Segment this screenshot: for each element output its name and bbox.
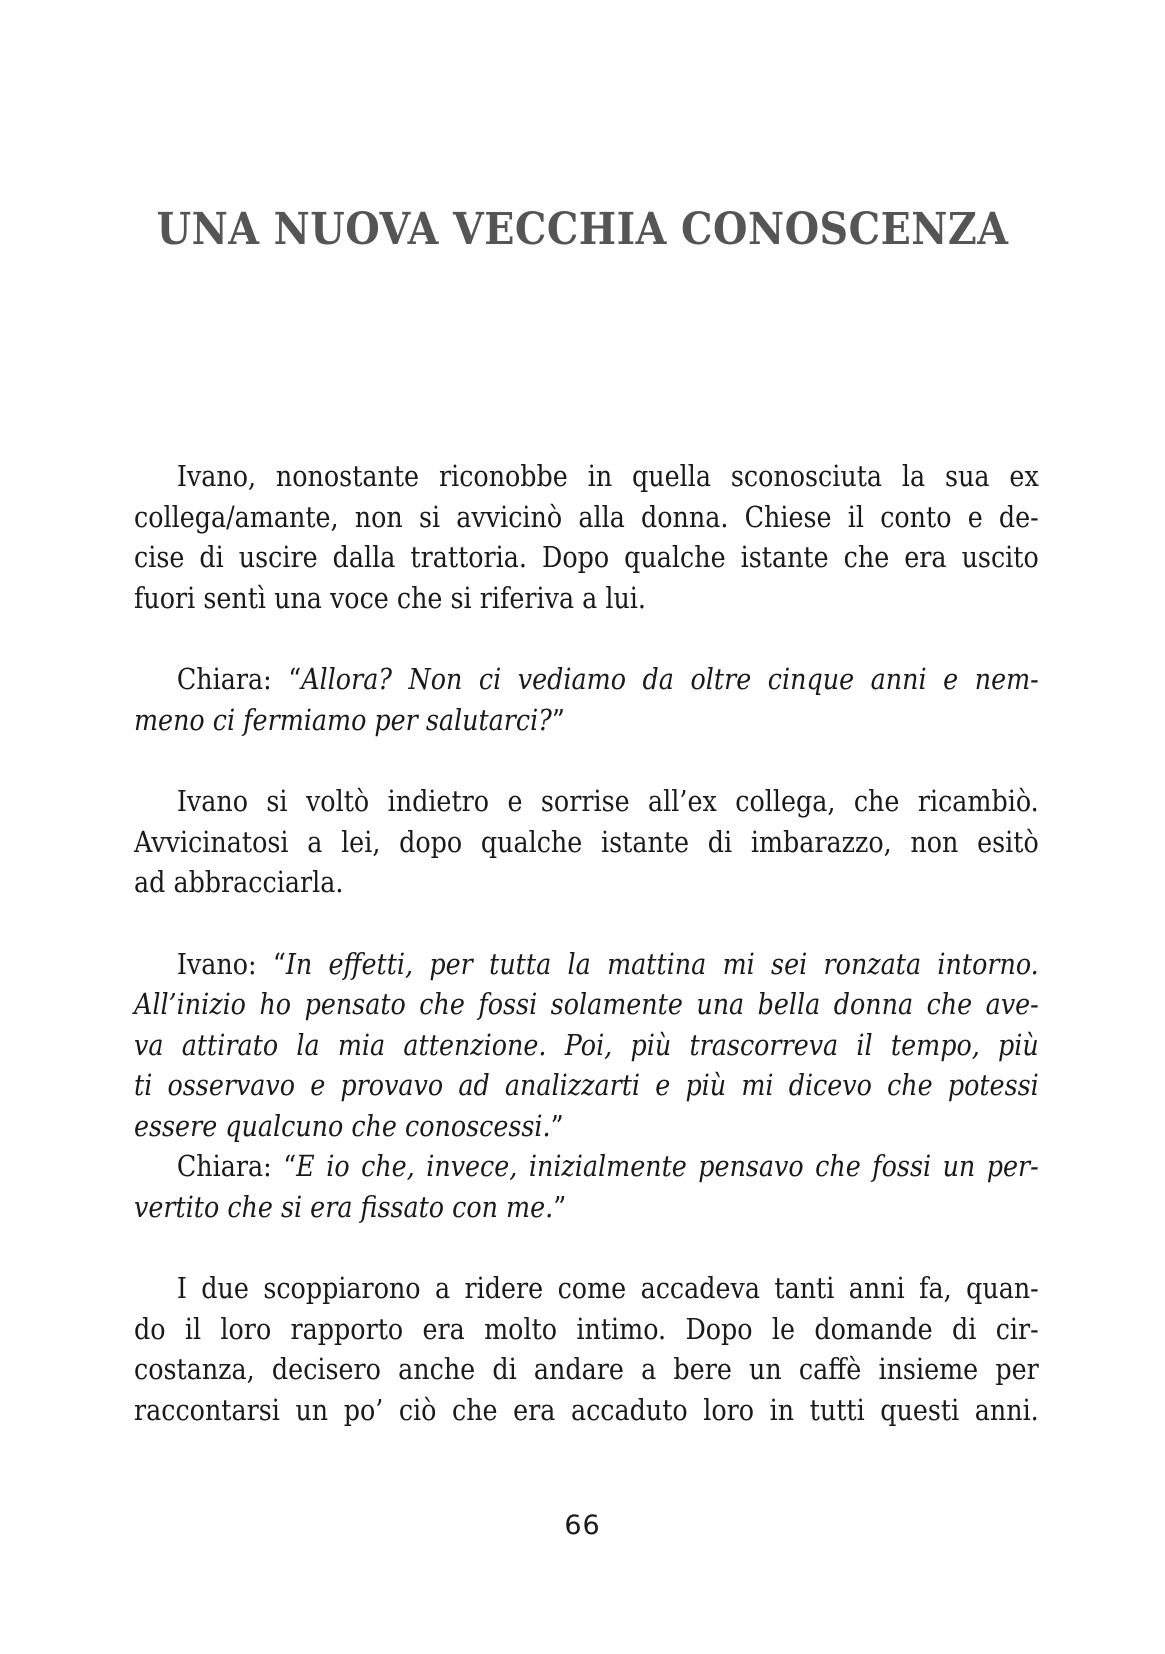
text-line	[134, 659, 1039, 700]
dialogue-text: va attirato la mia attenzione. Poi, più trascorreva il tempo, più	[134, 1027, 1039, 1062]
chapter-body	[134, 456, 1039, 1430]
paragraph-narration	[134, 1268, 1039, 1430]
paragraph-gap	[134, 618, 1039, 659]
line-text: I due scoppiarono a ridere come accadeva tanti anni fa, quan-	[176, 1271, 1039, 1305]
text-line	[134, 1146, 1039, 1187]
text-line	[134, 862, 1039, 903]
page-number: 66	[564, 1510, 601, 1541]
closing-quote: ”	[551, 702, 565, 737]
dialogue-text: E io che, invece, inizialmente pensavo che fossi un per-	[296, 1149, 1039, 1183]
line-text: fuori sentì una voce che si riferiva a lui.	[134, 580, 646, 615]
dialogue-text: In effetti, per tutta la mattina mi sei ronzata intorno.	[285, 946, 1039, 981]
dialogue-text: vertito che si era fissato con me.	[134, 1189, 554, 1224]
text-line	[134, 1268, 1039, 1309]
paragraph-dialogue	[134, 659, 1039, 740]
text-line	[134, 1390, 1039, 1431]
line-text: costanza, decisero anche di andare a bere un caffè insieme per	[134, 1352, 1039, 1386]
text-line	[134, 781, 1039, 822]
speaker-label: Chiara: “	[176, 662, 302, 696]
closing-quote: ”	[550, 1108, 564, 1143]
paragraph-gap	[134, 740, 1039, 781]
paragraph-gap	[134, 903, 1039, 944]
text-line	[134, 1349, 1039, 1390]
text-line	[134, 700, 1039, 741]
text-line	[134, 1106, 1039, 1147]
text-line	[134, 984, 1039, 1025]
text-line	[134, 1309, 1039, 1350]
line-text: do il loro rapporto era molto intimo. Dopo le domande di cir-	[134, 1311, 1039, 1346]
text-line	[134, 822, 1039, 863]
paragraph-dialogue	[134, 944, 1039, 1228]
line-text: Ivano, nonostante riconobbe in quella sconosciuta la sua ex	[176, 459, 1039, 493]
text-line	[134, 497, 1039, 538]
paragraph-gap	[134, 1227, 1039, 1268]
chapter-title: UNA NUOVA VECCHIA CONOSCENZA	[156, 204, 1009, 255]
closing-quote: ”	[553, 1189, 567, 1224]
line-text: Ivano si voltò indietro e sorrise all’ex collega, che ricambiò.	[176, 784, 1039, 818]
text-line	[134, 578, 1039, 619]
line-text: collega/amante, non si avvicinò alla donna. Chiese il conto e de-	[134, 499, 1039, 534]
dialogue-text: All’inizio ho pensato che fossi solamente una bella donna che ave-	[134, 987, 1039, 1021]
dialogue-text: ti osservavo e provavo ad analizzarti e più mi dicevo che potessi	[134, 1068, 1039, 1102]
text-line	[134, 1025, 1039, 1066]
paragraph-narration	[134, 781, 1039, 903]
line-text: raccontarsi un po’ ciò che era accaduto loro in tutti questi anni.	[134, 1392, 1039, 1427]
dialogue-text: meno ci fermiamo per salutarci?	[134, 702, 552, 737]
text-line	[134, 456, 1039, 497]
paragraph-narration	[134, 456, 1039, 618]
line-text: Avvicinatosi a lei, dopo qualche istante di imbarazzo, non esitò	[134, 824, 1039, 859]
dialogue-text: essere qualcuno che conoscessi.	[134, 1108, 551, 1143]
line-text: ad abbracciarla.	[134, 865, 344, 899]
speaker-label: Chiara: “	[176, 1149, 297, 1183]
text-line	[134, 1065, 1039, 1106]
dialogue-text: Allora? Non ci vediamo da oltre cinque anni e nem-	[301, 662, 1039, 696]
text-line	[134, 1187, 1039, 1228]
speaker-label: Ivano: “	[176, 946, 286, 981]
text-line	[134, 537, 1039, 578]
text-line	[134, 944, 1039, 985]
line-text: cise di uscire dalla trattoria. Dopo qualche istante che era uscito	[134, 540, 1039, 574]
